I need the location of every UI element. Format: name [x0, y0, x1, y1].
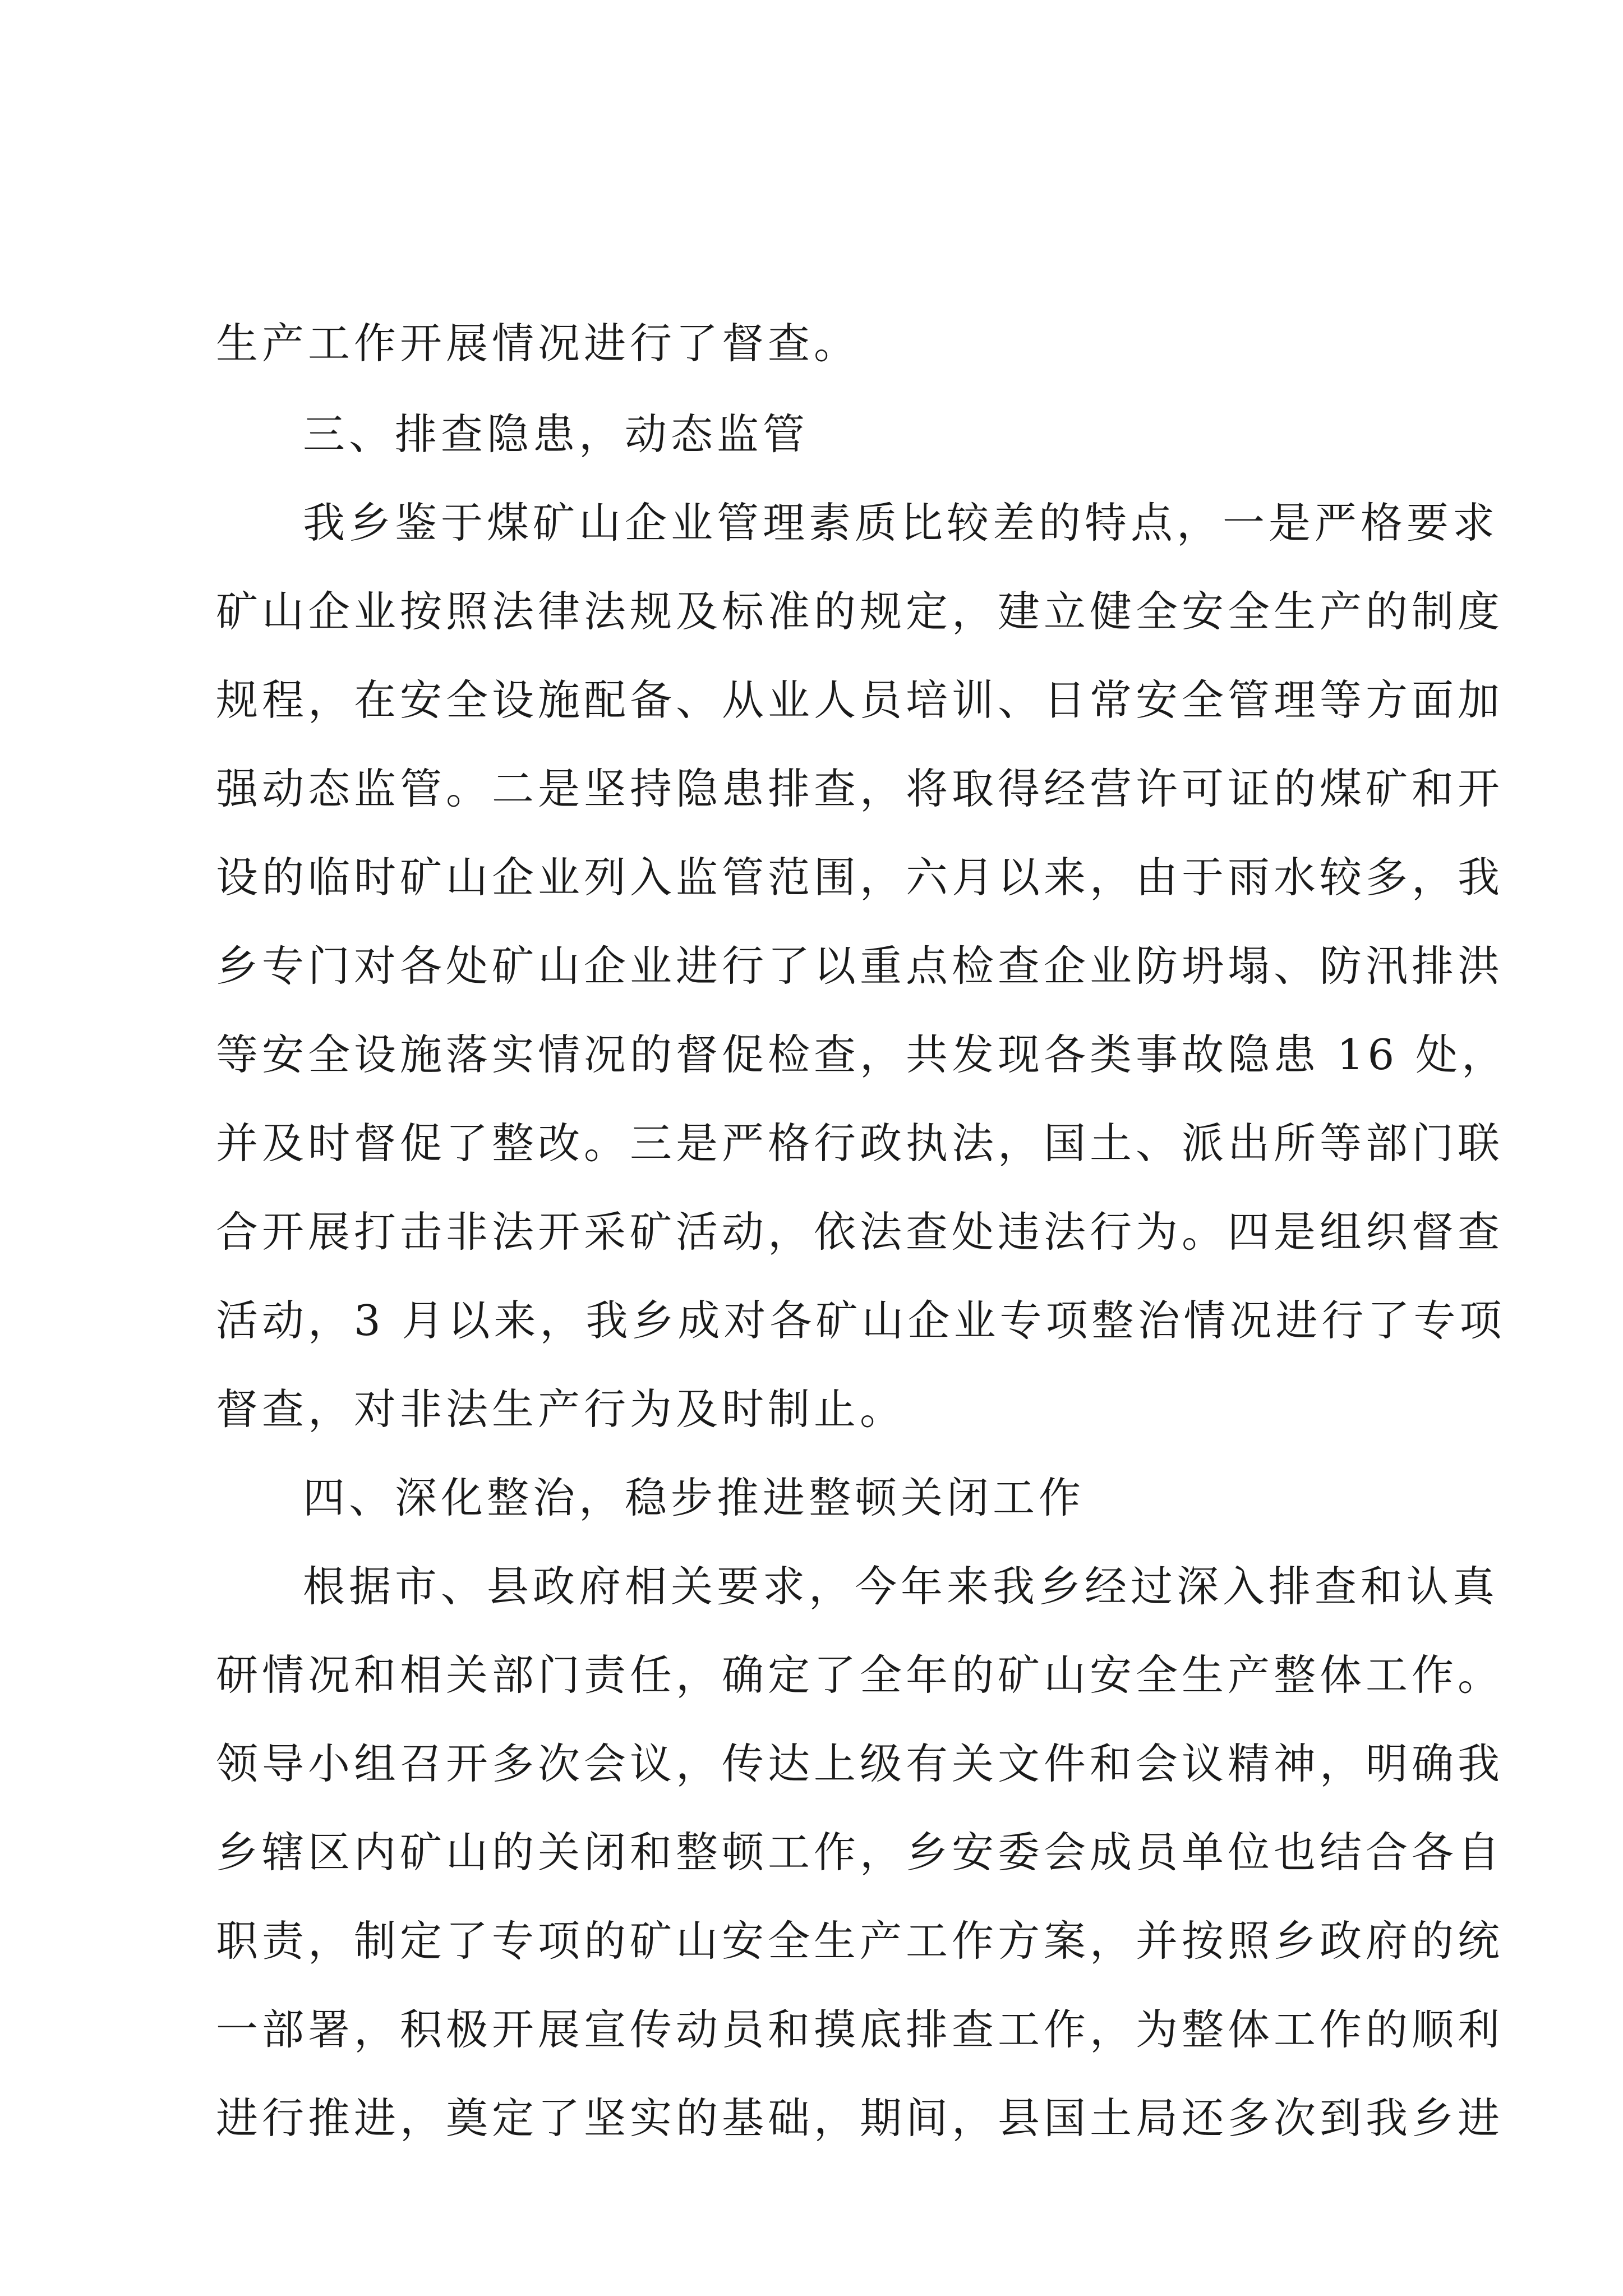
text-line: 并及时督促了整改。三是严格行政执法，国土、派出所等部门联 — [216, 1119, 1504, 1168]
text-line: 研情况和相关部门责任，确定了全年的矿山安全生产整体工作。 — [216, 1650, 1504, 1700]
text-line: 进行推进，奠定了坚实的基础，期间，县国土局还多次到我乡进 — [216, 2093, 1504, 2143]
text-line: 生产工作开展情况进行了督查。 — [216, 319, 860, 368]
text-line: 设的临时矿山企业列入监管范围，六月以来，由于雨水较多，我 — [216, 853, 1504, 902]
text-line: 合开展打击非法开采矿活动，依法查处违法行为。四是组织督查 — [216, 1207, 1504, 1257]
text-line: 督查，对非法生产行为及时制止。 — [216, 1384, 906, 1434]
text-line: 等安全设施落实情况的督促检查，共发现各类事故隐患 16 处， — [216, 1030, 1508, 1079]
text-line: 活动，3 月以来，我乡成对各矿山企业专项整治情况进行了专项 — [216, 1296, 1506, 1345]
text-line: 乡辖区内矿山的关闭和整顿工作，乡安委会成员单位也结合各自 — [216, 1828, 1504, 1877]
text-line: 强动态监管。二是坚持隐患排查，将取得经营许可证的煤矿和开 — [216, 764, 1504, 813]
text-line: 领导小组召开多次会议，传达上级有关文件和会议精神，明确我 — [216, 1739, 1504, 1788]
section-heading-4: 四、深化整治，稳步推进整顿关闭工作 — [303, 1473, 1085, 1522]
text-line: 一部署，积极开展宣传动员和摸底排查工作，为整体工作的顺利 — [216, 2005, 1504, 2054]
text-line: 乡专门对各处矿山企业进行了以重点检查企业防坍塌、防汛排洪 — [216, 941, 1504, 991]
text-line: 矿山企业按照法律法规及标准的规定，建立健全安全生产的制度 — [216, 587, 1504, 636]
text-line: 根据市、县政府相关要求，今年来我乡经过深入排查和认真 — [303, 1562, 1499, 1611]
text-line: 我乡鉴于煤矿山企业管理素质比较差的特点，一是严格要求 — [303, 498, 1499, 547]
text-line: 规程，在安全设施配备、从业人员培训、日常安全管理等方面加 — [216, 675, 1504, 725]
section-heading-3: 三、排查隐患，动态监管 — [303, 409, 809, 459]
text-line: 职责，制定了专项的矿山安全生产工作方案，并按照乡政府的统 — [216, 1916, 1504, 1966]
